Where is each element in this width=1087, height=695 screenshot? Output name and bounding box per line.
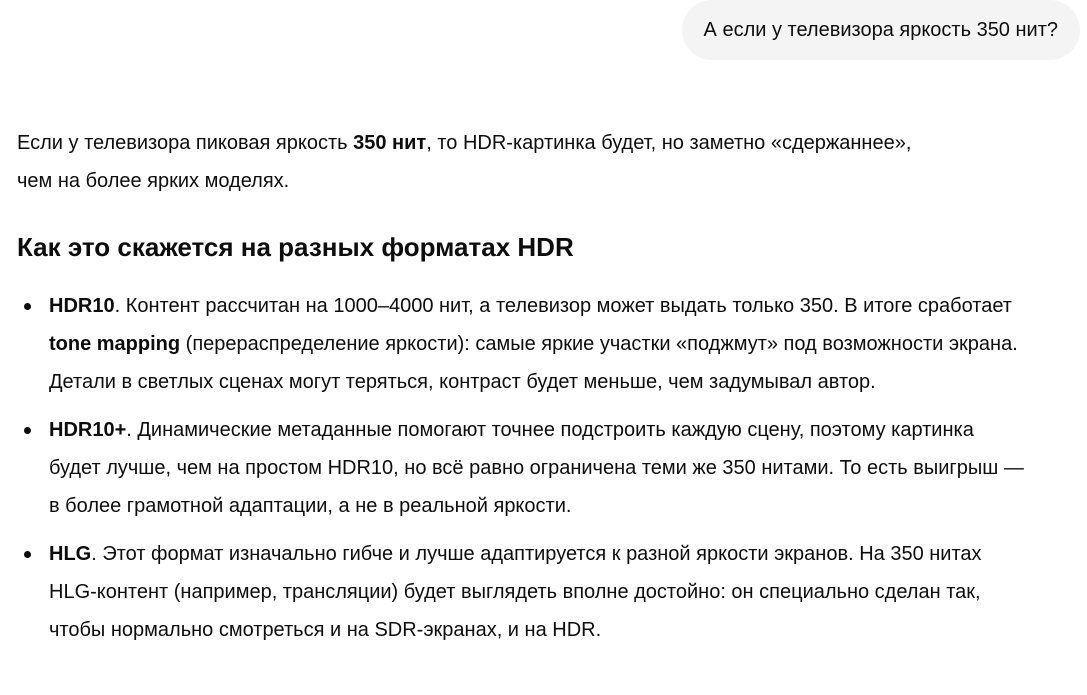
- assistant-response: [17, 124, 1027, 659]
- list-item-term: HDR10: [49, 295, 115, 317]
- intro-paragraph: [17, 124, 1027, 200]
- user-message-text: А если у телевизора яркость 350 нит?: [703, 18, 1058, 41]
- list-item-hlg: [49, 535, 1027, 649]
- user-message-bubble: [682, 0, 1080, 60]
- intro-text-line2: чем на более ярких моделях.: [17, 170, 290, 192]
- bullet-dot-icon: [24, 427, 31, 434]
- list-item-bold-term: tone mapping: [49, 333, 181, 355]
- bullet-dot-icon: [24, 303, 31, 310]
- intro-brightness-value: 350 нит: [353, 132, 427, 154]
- list-item-text: . Этот формат изначально гибче и лучше адаптируется к разной яркости экранов. На 350 нитах HLG-контент (например, трансляции) будет выглядеть вполне достойно: он специально сделан так, чтобы нормально смотреться и на SDR-экранах, и на HDR.: [49, 543, 982, 641]
- list-item-hdr10-plus: [49, 411, 1027, 525]
- list-item-text: (перераспределение яркости): самые яркие участки «поджмут» под возможности экрана. Детали в светлых сценах могут теряться, контраст будет меньше, чем задумывал автор.: [49, 333, 1018, 393]
- intro-text-start: Если у телевизора пиковая яркость: [17, 132, 354, 154]
- hdr-format-list: [17, 287, 1027, 649]
- list-item-text: . Контент рассчитан на 1000–4000 нит, а телевизор может выдать только 350. В итоге сработает: [114, 295, 1012, 317]
- intro-text-end: , то HDR-картинка будет, но заметно «сдержаннее»,: [426, 132, 912, 154]
- list-item-text: . Динамические метаданные помогают точнее подстроить каждую сцену, поэтому картинка будет лучше, чем на простом HDR10, но всё равно ограничена теми же 350 нитами. То есть выигрыш — в более грамотной адаптации, а не в реальной яркости.: [49, 419, 1024, 517]
- user-message-row: [682, 0, 1080, 60]
- bullet-dot-icon: [24, 551, 31, 558]
- list-item-term: HDR10+: [49, 419, 127, 441]
- list-item-hdr10: [49, 287, 1027, 401]
- list-item-term: HLG: [49, 543, 92, 565]
- section-heading: Как это скажется на разных форматах HDR: [17, 232, 574, 262]
